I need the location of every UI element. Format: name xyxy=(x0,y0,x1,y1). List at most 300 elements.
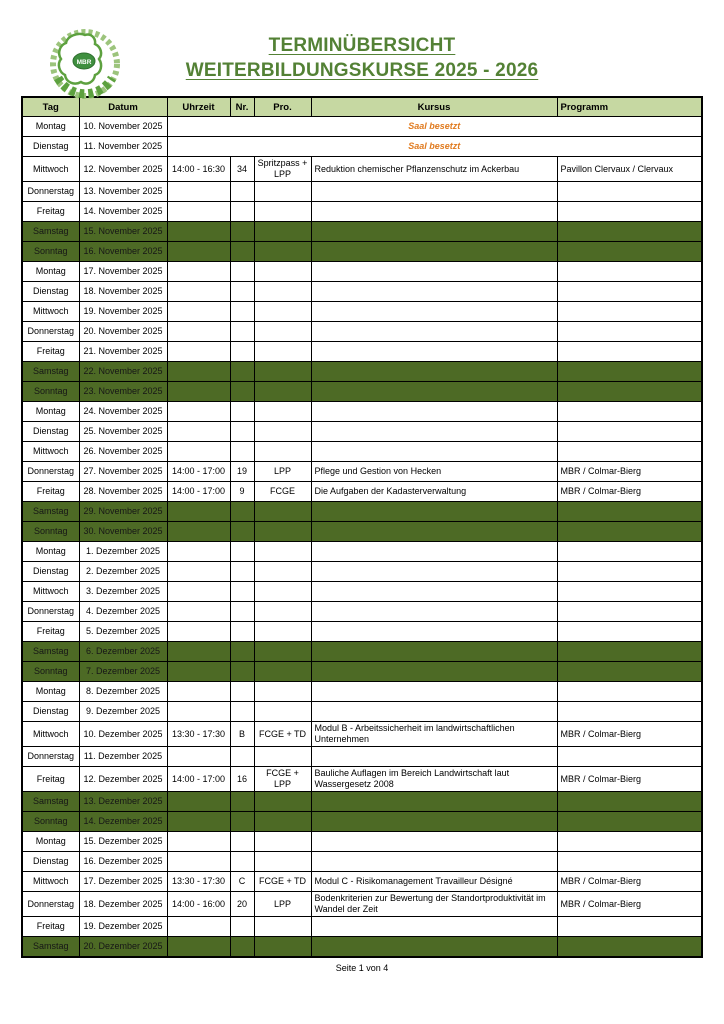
cell-pro xyxy=(254,702,311,722)
cell-kursus xyxy=(311,832,557,852)
cell-uhrzeit xyxy=(167,622,230,642)
cell-datum: 28. November 2025 xyxy=(79,482,167,502)
cell-datum: 21. November 2025 xyxy=(79,342,167,362)
cell-nr: 16 xyxy=(230,767,254,792)
cell-datum: 27. November 2025 xyxy=(79,462,167,482)
cell-kursus xyxy=(311,202,557,222)
table-row xyxy=(22,262,702,282)
cell-tag: Sonntag xyxy=(22,522,79,542)
column-header-pro: Pro. xyxy=(254,97,311,117)
cell-programm xyxy=(557,832,702,852)
cell-pro xyxy=(254,937,311,958)
cell-nr xyxy=(230,322,254,342)
cell-pro xyxy=(254,852,311,872)
cell-uhrzeit xyxy=(167,792,230,812)
cell-nr xyxy=(230,302,254,322)
cell-pro xyxy=(254,362,311,382)
cell-nr xyxy=(230,342,254,362)
column-header-nr: Nr. xyxy=(230,97,254,117)
table-row xyxy=(22,422,702,442)
cell-programm xyxy=(557,702,702,722)
cell-programm xyxy=(557,242,702,262)
cell-programm xyxy=(557,502,702,522)
cell-nr xyxy=(230,622,254,642)
cell-nr: 19 xyxy=(230,462,254,482)
cell-tag: Freitag xyxy=(22,622,79,642)
cell-kursus: Die Aufgaben der Kadasterverwaltung xyxy=(311,482,557,502)
cell-nr xyxy=(230,402,254,422)
cell-uhrzeit xyxy=(167,812,230,832)
cell-kursus: Reduktion chemischer Pflanzenschutz im Ackerbau xyxy=(311,157,557,182)
cell-nr xyxy=(230,662,254,682)
cell-nr xyxy=(230,182,254,202)
column-header-datum: Datum xyxy=(79,97,167,117)
table-row xyxy=(22,522,702,542)
table-row xyxy=(22,402,702,422)
cell-programm xyxy=(557,442,702,462)
cell-tag: Samstag xyxy=(22,792,79,812)
cell-datum: 11. Dezember 2025 xyxy=(79,747,167,767)
cell-kursus xyxy=(311,622,557,642)
cell-datum: 13. November 2025 xyxy=(79,182,167,202)
cell-uhrzeit xyxy=(167,702,230,722)
cell-nr xyxy=(230,852,254,872)
table-row xyxy=(22,462,702,482)
cell-tag: Sonntag xyxy=(22,242,79,262)
cell-uhrzeit xyxy=(167,402,230,422)
cell-datum: 10. Dezember 2025 xyxy=(79,722,167,747)
cell-datum: 19. November 2025 xyxy=(79,302,167,322)
table-row xyxy=(22,747,702,767)
cell-datum: 11. November 2025 xyxy=(79,137,167,157)
cell-uhrzeit: 14:00 - 17:00 xyxy=(167,462,230,482)
cell-nr xyxy=(230,702,254,722)
cell-kursus xyxy=(311,302,557,322)
column-header-programm: Programm xyxy=(557,97,702,117)
cell-datum: 26. November 2025 xyxy=(79,442,167,462)
cell-pro xyxy=(254,642,311,662)
cell-pro xyxy=(254,182,311,202)
cell-pro xyxy=(254,917,311,937)
cell-pro xyxy=(254,322,311,342)
cell-programm xyxy=(557,262,702,282)
cell-datum: 6. Dezember 2025 xyxy=(79,642,167,662)
cell-kursus xyxy=(311,662,557,682)
column-header-uhrzeit: Uhrzeit xyxy=(167,97,230,117)
cell-nr xyxy=(230,202,254,222)
cell-nr xyxy=(230,542,254,562)
cell-pro xyxy=(254,792,311,812)
cell-pro: FCGE + LPP xyxy=(254,767,311,792)
cell-kursus xyxy=(311,382,557,402)
cell-uhrzeit xyxy=(167,542,230,562)
cell-programm xyxy=(557,812,702,832)
table-row xyxy=(22,722,702,747)
cell-pro: FCGE + TD xyxy=(254,722,311,747)
cell-tag: Dienstag xyxy=(22,702,79,722)
cell-nr xyxy=(230,917,254,937)
cell-datum: 7. Dezember 2025 xyxy=(79,662,167,682)
cell-programm xyxy=(557,917,702,937)
cell-tag: Montag xyxy=(22,402,79,422)
cell-uhrzeit xyxy=(167,222,230,242)
cell-pro xyxy=(254,342,311,362)
cell-tag: Dienstag xyxy=(22,137,79,157)
table-row xyxy=(22,322,702,342)
cell-pro xyxy=(254,402,311,422)
cell-programm xyxy=(557,282,702,302)
table-row xyxy=(22,642,702,662)
cell-programm: MBR / Colmar-Bierg xyxy=(557,872,702,892)
cell-tag: Dienstag xyxy=(22,422,79,442)
header-row xyxy=(22,97,702,117)
cell-kursus xyxy=(311,582,557,602)
cell-kursus xyxy=(311,242,557,262)
table-row xyxy=(22,917,702,937)
table-row xyxy=(22,852,702,872)
logo-text: MBR xyxy=(76,59,92,66)
cell-kursus: Modul C - Risikomanagement Travailleur Désigné xyxy=(311,872,557,892)
cell-datum: 12. November 2025 xyxy=(79,157,167,182)
cell-uhrzeit xyxy=(167,442,230,462)
cell-programm xyxy=(557,522,702,542)
cell-datum: 13. Dezember 2025 xyxy=(79,792,167,812)
table-row xyxy=(22,442,702,462)
cell-uhrzeit: 13:30 - 17:30 xyxy=(167,722,230,747)
cell-nr xyxy=(230,747,254,767)
cell-nr xyxy=(230,682,254,702)
cell-datum: 18. Dezember 2025 xyxy=(79,892,167,917)
cell-uhrzeit xyxy=(167,362,230,382)
cell-programm xyxy=(557,322,702,342)
table-row xyxy=(22,342,702,362)
cell-datum: 17. Dezember 2025 xyxy=(79,872,167,892)
cell-pro: FCGE + TD xyxy=(254,872,311,892)
table-row xyxy=(22,182,702,202)
cell-tag: Mittwoch xyxy=(22,582,79,602)
cell-datum: 2. Dezember 2025 xyxy=(79,562,167,582)
cell-programm xyxy=(557,622,702,642)
cell-pro: Spritzpass + LPP xyxy=(254,157,311,182)
cell-tag: Freitag xyxy=(22,917,79,937)
cell-uhrzeit xyxy=(167,182,230,202)
cell-pro: LPP xyxy=(254,462,311,482)
cell-kursus xyxy=(311,812,557,832)
cell-kursus xyxy=(311,402,557,422)
cell-programm xyxy=(557,342,702,362)
cell-datum: 20. November 2025 xyxy=(79,322,167,342)
cell-pro xyxy=(254,282,311,302)
cell-nr xyxy=(230,382,254,402)
cell-tag: Freitag xyxy=(22,767,79,792)
cell-kursus xyxy=(311,602,557,622)
table-row xyxy=(22,482,702,502)
cell-kursus: Pflege und Gestion von Hecken xyxy=(311,462,557,482)
cell-datum: 15. November 2025 xyxy=(79,222,167,242)
cell-tag: Montag xyxy=(22,542,79,562)
table-row xyxy=(22,382,702,402)
table-row xyxy=(22,302,702,322)
cell-tag: Samstag xyxy=(22,362,79,382)
cell-datum: 25. November 2025 xyxy=(79,422,167,442)
cell-uhrzeit xyxy=(167,242,230,262)
cell-kursus xyxy=(311,442,557,462)
cell-nr: 34 xyxy=(230,157,254,182)
cell-uhrzeit: 13:30 - 17:30 xyxy=(167,872,230,892)
cell-tag: Samstag xyxy=(22,937,79,958)
cell-datum: 16. Dezember 2025 xyxy=(79,852,167,872)
cell-datum: 1. Dezember 2025 xyxy=(79,542,167,562)
cell-tag: Dienstag xyxy=(22,562,79,582)
cell-nr xyxy=(230,602,254,622)
cell-datum: 10. November 2025 xyxy=(79,117,167,137)
cell-uhrzeit xyxy=(167,422,230,442)
cell-datum: 18. November 2025 xyxy=(79,282,167,302)
cell-uhrzeit xyxy=(167,747,230,767)
cell-uhrzeit: 14:00 - 17:00 xyxy=(167,767,230,792)
cell-uhrzeit xyxy=(167,522,230,542)
cell-datum: 30. November 2025 xyxy=(79,522,167,542)
table-row xyxy=(22,362,702,382)
cell-pro xyxy=(254,422,311,442)
cell-tag: Donnerstag xyxy=(22,747,79,767)
cell-datum: 19. Dezember 2025 xyxy=(79,917,167,937)
cell-kursus xyxy=(311,282,557,302)
cell-datum: 17. November 2025 xyxy=(79,262,167,282)
cell-tag: Freitag xyxy=(22,342,79,362)
cell-kursus xyxy=(311,342,557,362)
cell-pro xyxy=(254,682,311,702)
cell-datum: 23. November 2025 xyxy=(79,382,167,402)
cell-nr: C xyxy=(230,872,254,892)
cell-tag: Sonntag xyxy=(22,382,79,402)
cell-uhrzeit: 14:00 - 16:30 xyxy=(167,157,230,182)
cell-pro xyxy=(254,302,311,322)
cell-uhrzeit xyxy=(167,322,230,342)
cell-kursus xyxy=(311,702,557,722)
cell-uhrzeit xyxy=(167,832,230,852)
cell-nr xyxy=(230,242,254,262)
cell-programm xyxy=(557,582,702,602)
cell-uhrzeit: 14:00 - 17:00 xyxy=(167,482,230,502)
cell-nr: B xyxy=(230,722,254,747)
cell-programm xyxy=(557,602,702,622)
table-row xyxy=(22,157,702,182)
page-title-line2: WEITERBILDUNGSKURSE 2025 - 2026 xyxy=(185,60,539,81)
table-row xyxy=(22,792,702,812)
page-number: Seite 1 von 4 xyxy=(335,963,389,973)
cell-nr: 9 xyxy=(230,482,254,502)
mbr-logo xyxy=(46,26,124,106)
table-row xyxy=(22,767,702,792)
cell-datum: 20. Dezember 2025 xyxy=(79,937,167,958)
column-header-tag: Tag xyxy=(22,97,79,117)
cell-pro xyxy=(254,747,311,767)
cell-datum: 3. Dezember 2025 xyxy=(79,582,167,602)
table-row xyxy=(22,282,702,302)
cell-tag: Mittwoch xyxy=(22,157,79,182)
cell-kursus xyxy=(311,917,557,937)
cell-datum: 14. November 2025 xyxy=(79,202,167,222)
table-row xyxy=(22,222,702,242)
luxembourg-map-icon xyxy=(46,26,124,106)
cell-uhrzeit xyxy=(167,282,230,302)
cell-nr xyxy=(230,282,254,302)
cell-programm xyxy=(557,792,702,812)
cell-kursus xyxy=(311,522,557,542)
cell-saal: Saal besetzt xyxy=(167,137,702,157)
cell-kursus xyxy=(311,422,557,442)
table-row xyxy=(22,542,702,562)
cell-datum: 16. November 2025 xyxy=(79,242,167,262)
cell-tag: Donnerstag xyxy=(22,892,79,917)
cell-nr xyxy=(230,832,254,852)
cell-programm xyxy=(557,542,702,562)
cell-pro xyxy=(254,542,311,562)
cell-pro xyxy=(254,522,311,542)
cell-programm: MBR / Colmar-Bierg xyxy=(557,892,702,917)
cell-programm xyxy=(557,402,702,422)
cell-nr xyxy=(230,222,254,242)
cell-nr xyxy=(230,262,254,282)
cell-kursus xyxy=(311,262,557,282)
cell-pro: LPP xyxy=(254,892,311,917)
cell-tag: Samstag xyxy=(22,502,79,522)
cell-nr xyxy=(230,362,254,382)
cell-datum: 9. Dezember 2025 xyxy=(79,702,167,722)
table-row xyxy=(22,202,702,222)
cell-programm xyxy=(557,937,702,958)
table-row xyxy=(22,937,702,958)
table-row xyxy=(22,682,702,702)
cell-programm xyxy=(557,747,702,767)
cell-pro xyxy=(254,622,311,642)
cell-nr: 20 xyxy=(230,892,254,917)
cell-tag: Donnerstag xyxy=(22,182,79,202)
cell-nr xyxy=(230,812,254,832)
cell-pro xyxy=(254,202,311,222)
cell-uhrzeit xyxy=(167,937,230,958)
cell-tag: Montag xyxy=(22,682,79,702)
cell-tag: Mittwoch xyxy=(22,722,79,747)
cell-uhrzeit xyxy=(167,852,230,872)
cell-pro xyxy=(254,382,311,402)
cell-tag: Samstag xyxy=(22,222,79,242)
table-row xyxy=(22,242,702,262)
cell-uhrzeit xyxy=(167,602,230,622)
cell-programm xyxy=(557,662,702,682)
cell-programm: MBR / Colmar-Bierg xyxy=(557,482,702,502)
cell-datum: 8. Dezember 2025 xyxy=(79,682,167,702)
table-row xyxy=(22,872,702,892)
cell-pro xyxy=(254,442,311,462)
cell-programm xyxy=(557,642,702,662)
table-row xyxy=(22,662,702,682)
cell-pro xyxy=(254,222,311,242)
cell-datum: 22. November 2025 xyxy=(79,362,167,382)
cell-nr xyxy=(230,792,254,812)
table-row xyxy=(22,622,702,642)
cell-tag: Montag xyxy=(22,117,79,137)
cell-programm xyxy=(557,852,702,872)
cell-datum: 5. Dezember 2025 xyxy=(79,622,167,642)
cell-programm: MBR / Colmar-Bierg xyxy=(557,767,702,792)
table-row xyxy=(22,562,702,582)
cell-uhrzeit xyxy=(167,302,230,322)
cell-nr xyxy=(230,502,254,522)
cell-kursus: Bodenkriterien zur Bewertung der Standortproduktivität im Wandel der Zeit xyxy=(311,892,557,917)
cell-kursus xyxy=(311,222,557,242)
cell-programm: Pavillon Clervaux / Clervaux xyxy=(557,157,702,182)
cell-kursus xyxy=(311,642,557,662)
schedule-table xyxy=(21,96,703,958)
cell-pro xyxy=(254,582,311,602)
table-row xyxy=(22,137,702,157)
cell-kursus xyxy=(311,322,557,342)
cell-uhrzeit xyxy=(167,562,230,582)
cell-tag: Dienstag xyxy=(22,282,79,302)
cell-uhrzeit xyxy=(167,382,230,402)
cell-tag: Mittwoch xyxy=(22,872,79,892)
cell-pro xyxy=(254,812,311,832)
cell-kursus: Bauliche Auflagen im Bereich Landwirtschaft laut Wassergesetz 2008 xyxy=(311,767,557,792)
cell-pro xyxy=(254,602,311,622)
cell-tag: Donnerstag xyxy=(22,602,79,622)
cell-datum: 15. Dezember 2025 xyxy=(79,832,167,852)
cell-uhrzeit xyxy=(167,262,230,282)
cell-pro xyxy=(254,262,311,282)
cell-datum: 14. Dezember 2025 xyxy=(79,812,167,832)
cell-tag: Mittwoch xyxy=(22,302,79,322)
cell-tag: Mittwoch xyxy=(22,442,79,462)
cell-datum: 12. Dezember 2025 xyxy=(79,767,167,792)
cell-tag: Freitag xyxy=(22,482,79,502)
cell-nr xyxy=(230,562,254,582)
cell-pro xyxy=(254,242,311,262)
page-title-line1: TERMINÜBERSICHT xyxy=(268,35,456,56)
table-row xyxy=(22,582,702,602)
cell-kursus xyxy=(311,182,557,202)
cell-tag: Samstag xyxy=(22,642,79,662)
cell-pro xyxy=(254,662,311,682)
cell-uhrzeit xyxy=(167,917,230,937)
cell-kursus xyxy=(311,682,557,702)
cell-programm xyxy=(557,202,702,222)
cell-programm xyxy=(557,182,702,202)
cell-uhrzeit xyxy=(167,662,230,682)
cell-nr xyxy=(230,642,254,662)
cell-uhrzeit xyxy=(167,582,230,602)
cell-tag: Donnerstag xyxy=(22,322,79,342)
cell-kursus xyxy=(311,362,557,382)
cell-uhrzeit: 14:00 - 16:00 xyxy=(167,892,230,917)
cell-tag: Dienstag xyxy=(22,852,79,872)
cell-tag: Sonntag xyxy=(22,812,79,832)
cell-kursus xyxy=(311,542,557,562)
cell-programm xyxy=(557,382,702,402)
cell-saal: Saal besetzt xyxy=(167,117,702,137)
cell-kursus xyxy=(311,562,557,582)
cell-tag: Montag xyxy=(22,832,79,852)
cell-uhrzeit xyxy=(167,502,230,522)
cell-kursus xyxy=(311,747,557,767)
cell-uhrzeit xyxy=(167,682,230,702)
cell-programm xyxy=(557,682,702,702)
table-row xyxy=(22,602,702,622)
cell-pro xyxy=(254,502,311,522)
cell-tag: Donnerstag xyxy=(22,462,79,482)
cell-uhrzeit xyxy=(167,642,230,662)
